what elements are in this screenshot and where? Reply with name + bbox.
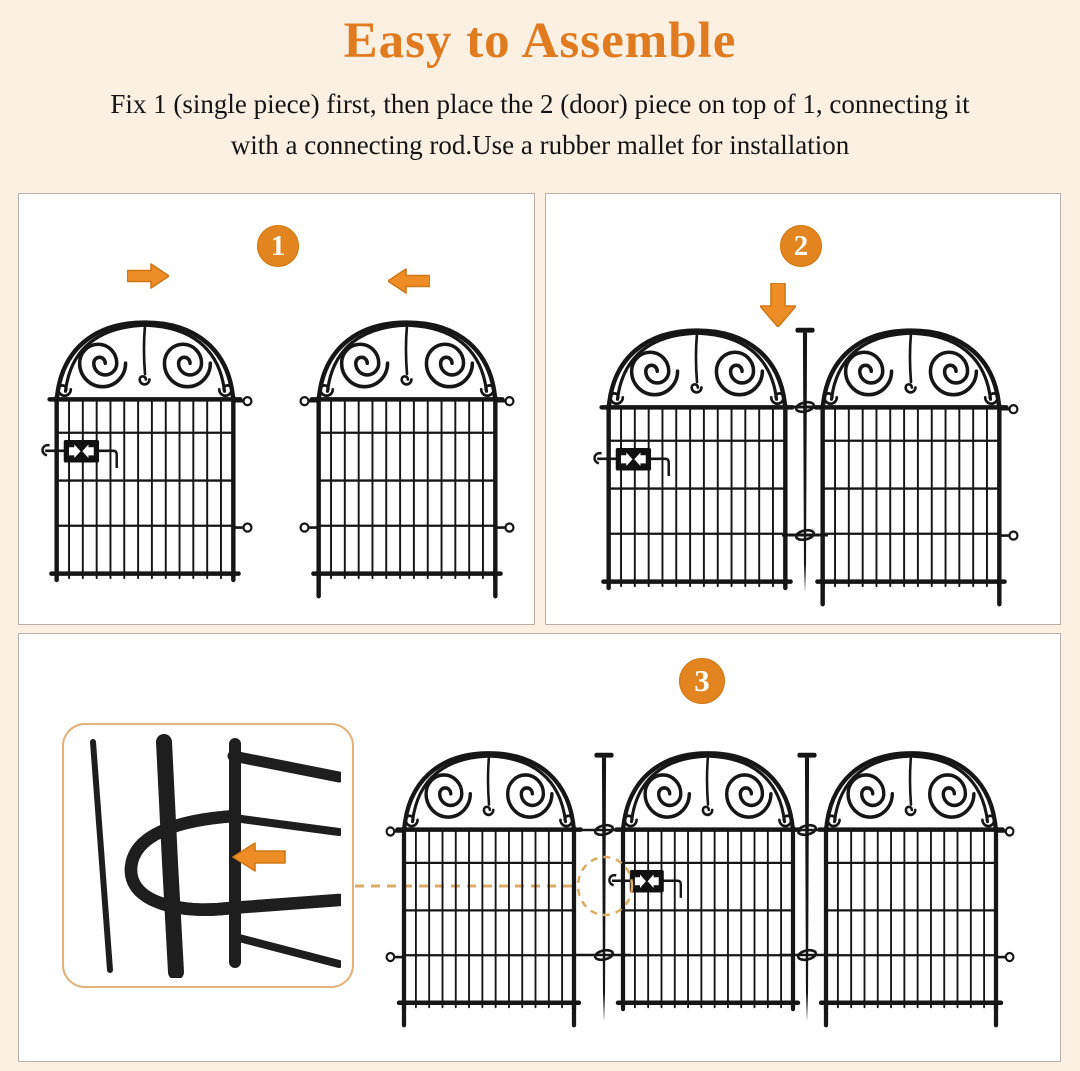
rod-clip-rings	[594, 824, 816, 962]
step-2-panel	[545, 193, 1061, 625]
connection-stubs	[575, 830, 837, 955]
arrow-right-icon	[127, 263, 169, 289]
instruction-line-2: with a connecting rod.Use a rubber mallet for installation	[230, 130, 850, 160]
fence-single-piece-right	[819, 753, 1013, 1025]
gate-latch-icon	[43, 440, 117, 468]
page-title: Easy to Assemble	[343, 13, 737, 69]
step-2-badge: 2	[780, 225, 822, 267]
step-1-panel	[18, 193, 535, 625]
step-1-badge: 1	[257, 225, 299, 267]
connecting-rod-left	[594, 753, 613, 1022]
fence-single-piece	[301, 323, 514, 597]
fence-door-piece	[595, 331, 793, 588]
fence-door-piece	[43, 323, 252, 580]
fence-single-piece	[816, 331, 1018, 605]
connecting-rod	[795, 328, 814, 593]
step-3-panel	[18, 633, 1061, 1062]
gate-latch-icon	[595, 448, 669, 476]
step-3-badge: 3	[679, 658, 725, 704]
step-3-diagram	[19, 634, 1062, 1063]
fence-single-piece-left	[387, 753, 581, 1025]
arrow-left-icon	[388, 268, 430, 294]
connecting-rod-right	[797, 753, 816, 1022]
instruction-line-1: Fix 1 (single piece) first, then place the 2 (door) piece on top of 1, connecting it	[110, 89, 970, 119]
instruction-text	[0, 84, 1080, 166]
arrow-down-icon	[760, 283, 796, 327]
gate-latch-icon	[609, 870, 680, 898]
